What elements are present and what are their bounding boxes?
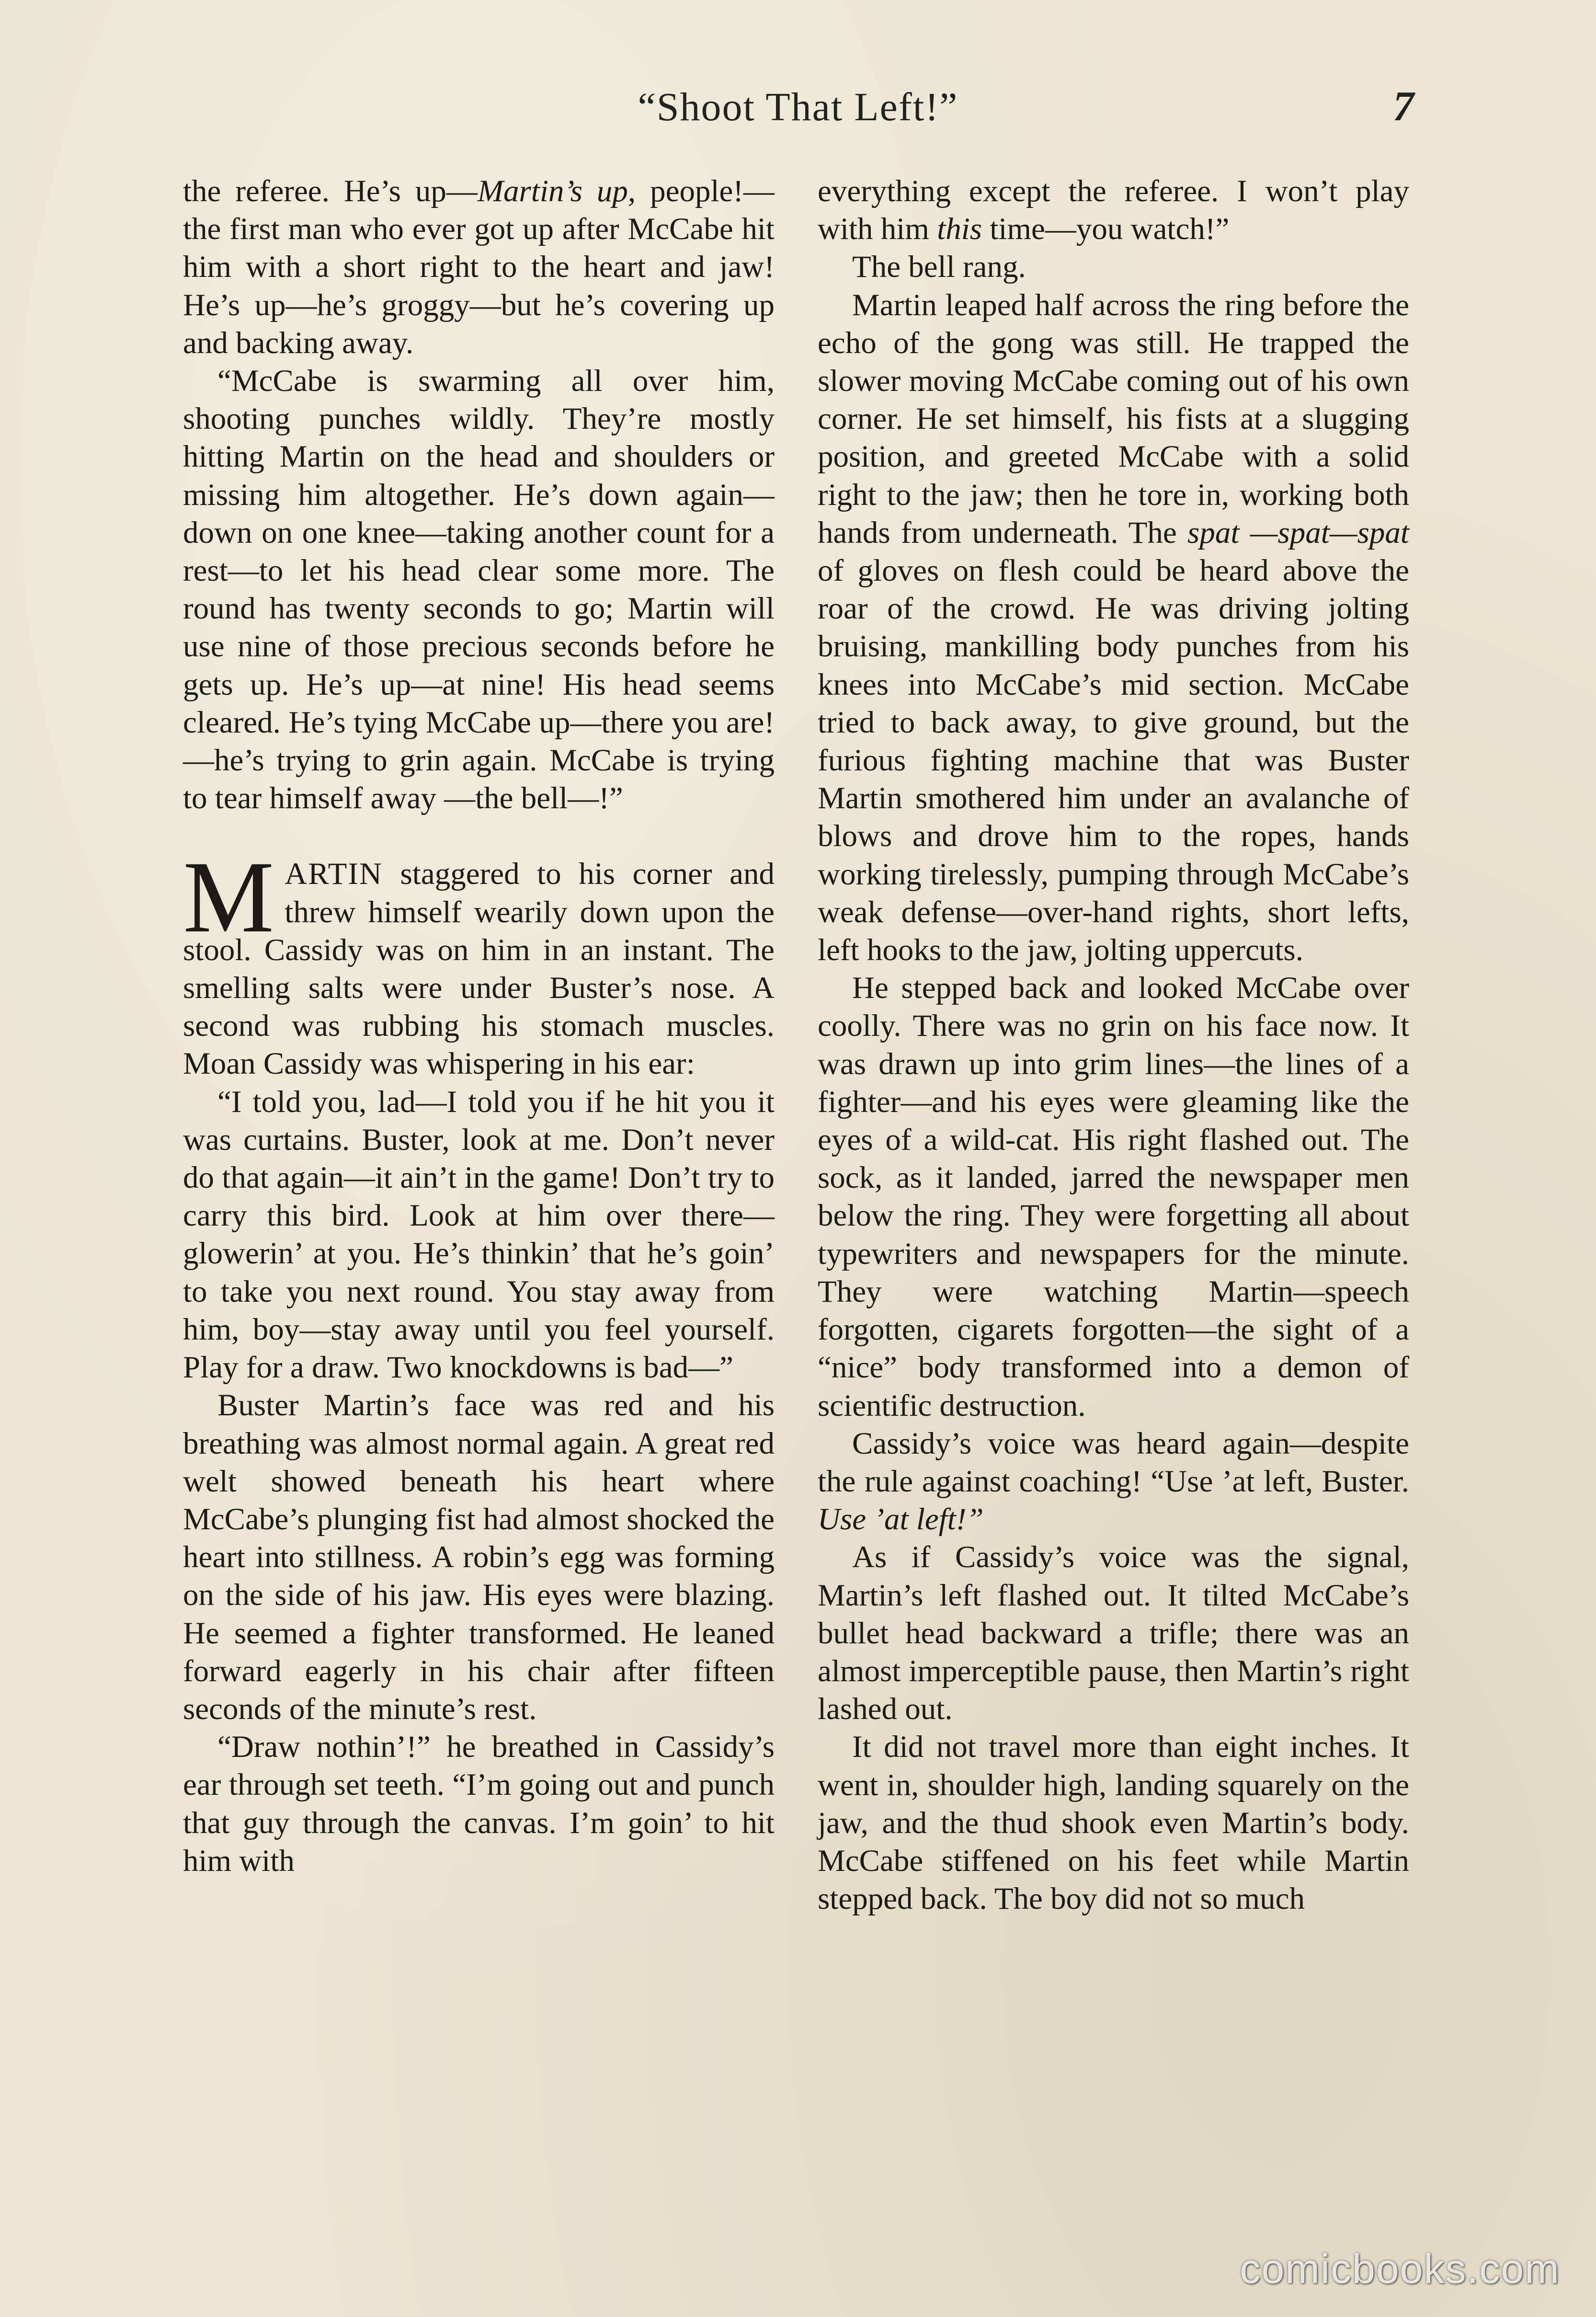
paragraph: Cassidy’s voice was heard again—despite the rule against coaching! “Use ’at left, Buster. Use ’at left!” (818, 1426, 1409, 1537)
paragraph: Martin leaped half across the ring before the echo of the gong was still. He trapped the slower moving McCabe coming out of his own corner. He set himself, his fists at a slugging position, and greeted McCabe with a solid right to the jaw; then he tore in, working both hands from underneath. The spat —spat—spat of gloves on flesh could be heard above the roar of the crowd. He was driving jolting bruising, mankilling body punches from his knees into McCabe’s mid section. McCabe tried to back away, to give ground, but the furious fighting machine that was Buster Martin smothered him under an avalanche of blows and drove him to the ropes, hands working tirelessly, pumping through McCabe’s weak defense—over-hand rights, short lefts, left hooks to the jaw, jolting uppercuts. (818, 287, 1409, 968)
paragraph: “Draw nothin’!” he breathed in Cassidy’s ear through set teeth. “I’m going out and punch that guy through the canvas. I’m goin’ to hit him with (183, 1730, 775, 1878)
paragraph: everything except the referee. I won’t play with him this time—you watch!” (818, 174, 1409, 247)
paragraph: As if Cassidy’s voice was the signal, Martin’s left flashed out. It tilted McCabe’s bullet head backward a trifle; there was an almost imperceptible pause, then Martin’s right lashed out. (818, 1540, 1409, 1727)
paragraph: It did not travel more than eight inches. It went in, shoulder high, landing squarely on the jaw, and the thud shook even Martin’s body. McCabe stiffened on his feet while Martin stepped back. The boy did not so much (818, 1730, 1409, 1916)
paragraph: He stepped back and looked McCabe over coolly. There was no grin on his face now. It was drawn up into grim lines—the lines of a fighter—and his eyes were gleaming like the eyes of a wild-cat. His right flashed out. The sock, as it landed, jarred the newspaper men below the ring. They were forgetting all about typewriters and newspapers for the minute. They were watching Martin—speech forgotten, cigarets forgotten—the sight of a “nice” body transformed into a demon of scientific destruction. (818, 971, 1409, 1423)
running-head-title: “Shoot That Left!” (638, 85, 958, 129)
right-column (818, 172, 1409, 1918)
paragraph: “McCabe is swarming all over him, shooting punches wildly. They’re mostly hitting Martin on the head and shoulders or missing him altogether. He’s down again—down on one knee—taking another count for a rest—to let his head clear some more. The round has twenty seconds to go; Martin will use nine of those precious seconds before he gets up. He’s up—at nine! His head seems cleared. He’s tying McCabe up—there you are!—he’s trying to grin again. McCabe is trying to tear himself away —the bell—!” (183, 364, 775, 816)
left-column (183, 172, 775, 1880)
watermark: comicbooks.com (1240, 2246, 1560, 2292)
drop-cap: M (183, 840, 274, 954)
paragraph: The bell rang. (852, 250, 1026, 285)
paragraph: Buster Martin’s face was red and his breathing was almost normal again. A great red welt showed beneath his heart where McCabe’s plunging fist had almost shocked the heart into stillness. A robin’s egg was forming on the side of his jaw. His eyes were blazing. He seemed a fighter transformed. He leaned forward eagerly in his chair after fifteen seconds of the minute’s rest. (183, 1388, 775, 1726)
paragraph: the referee. He’s up—Martin’s up, people!—the first man who ever got up after McCabe hit him with a short right to the heart and jaw! He’s up—he’s groggy—but he’s covering up and backing away. (183, 174, 775, 360)
page-number: 7 (1393, 83, 1414, 130)
paragraph: “I told you, lad—I told you if he hit you it was curtains. Buster, look at me. Don’t never do that again—it ain’t in the game! Don’t try to carry this bird. Look at him over there—glowerin’ at you. He’s thinkin’ that he’s goin’ to take you next round. You stay away from him, boy—stay away until you feel yourself. Play for a draw. Two knockdowns is bad—” (183, 1084, 775, 1385)
section-start-paragraph: MARTIN staggered to his corner and threw himself wearily down upon the stool. Cassidy was on him in an instant. The smelling salts were under Buster’s nose. A second was rubbing his stomach muscles. Moan Cassidy was whispering in his ear: (183, 840, 775, 1081)
